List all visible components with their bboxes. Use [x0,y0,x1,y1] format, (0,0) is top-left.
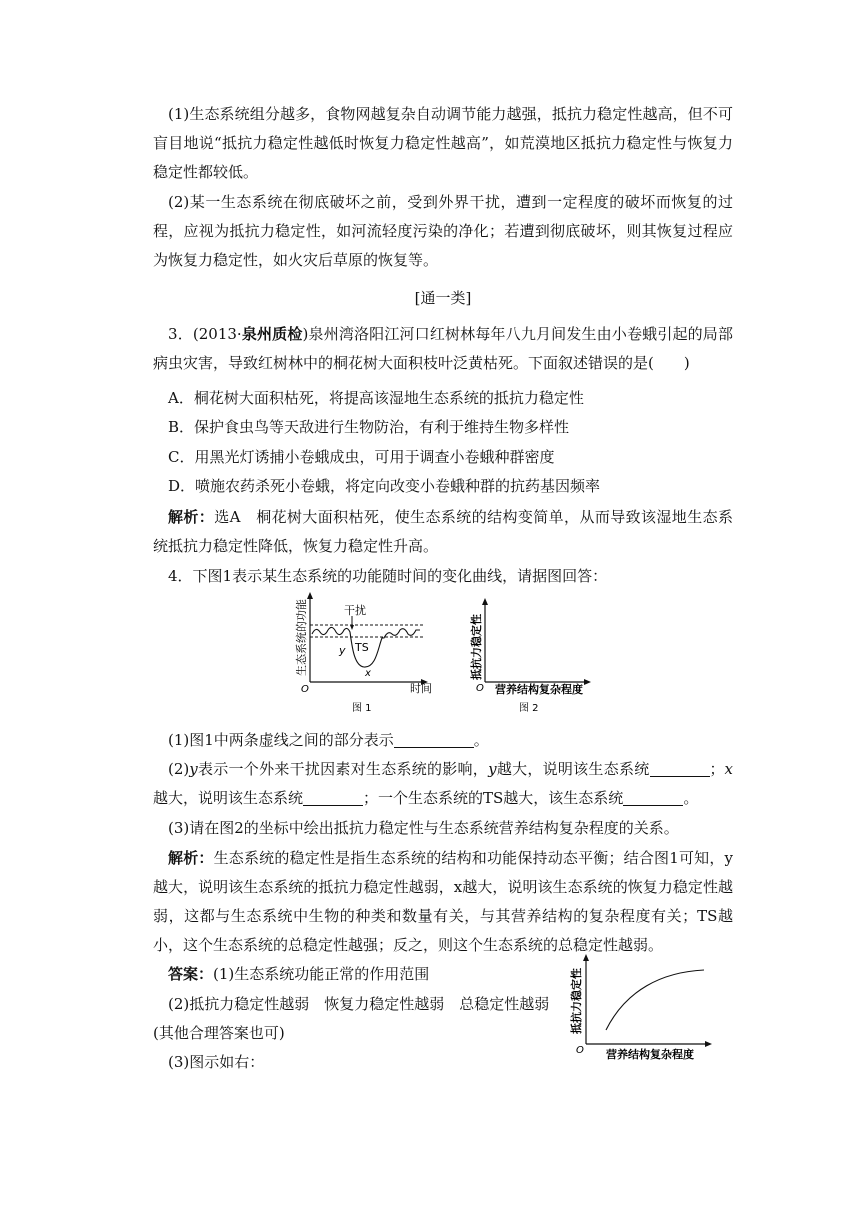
q4-sub2-e: 越大，说明该生态系统 [153,789,304,807]
q3-option-b: B．保护食虫鸟等天敌进行生物防治，有利于维持生物多样性 [168,418,570,436]
q4-analysis [153,844,733,960]
fig1-ts-label: TS [355,641,369,654]
tip-paragraph-1: (1)生态系统组分越多，食物网越复杂自动调节能力越强，抵抗力稳定性越高，但不可盲目地说“抵抗力稳定性越低时恢复力稳定性越高”，如荒漠地区抵抗力稳定性与恢复力稳定性都较低。 [153,105,733,181]
q4-sub2-blank-2[interactable] [303,789,363,806]
q4-answer-2b: (其他合理答案也可) [153,1024,285,1042]
q3-stem [153,320,733,378]
ans-y-arrow [583,954,589,961]
q4-answer-label: 答案： [168,965,214,983]
answer-figure [562,950,722,1068]
q4-sub1 [153,726,733,755]
q3-source-close: ) [302,325,309,343]
fig2-caption: 图 2 [519,703,539,714]
fig1-y-arrow [307,592,313,599]
q3-source-open: (2013· [192,325,242,343]
ans-xlabel: 营养结构复杂程度 [606,1048,694,1061]
q4-stem: 4．下图1表示某生态系统的功能随时间的变化曲线，请据图回答： [168,567,608,585]
q4-sub2-c: 越大，说明该生态系统 [496,760,650,778]
q4-sub2-d: ； [709,760,725,778]
q4-sub1-blank[interactable] [394,731,474,748]
q4-sub2-a: (2) [168,760,190,778]
fig2-origin: O [476,683,484,694]
q3-analysis-text: 选A 桐花树大面积枯死，使生态系统的结构变简单，从而导致该湿地生态系统抵抗力稳定性降低，恢复力稳定性升高。 [153,508,733,555]
q4-sub3: (3)请在图2的坐标中绘出抵抗力稳定性与生态系统营养结构复杂程度的关系。 [168,819,679,837]
q4-answer-3: (3)图示如右： [168,1053,265,1071]
fig1-origin: O [301,684,309,695]
figure-1 [292,590,442,715]
q4-sub1-text: (1)图1中两条虚线之间的部分表示 [168,731,394,749]
tip-paragraph-2: (2)某一生态系统在彻底破坏之前，受到外界干扰，遭到一定程度的破坏而恢复的过程，应视为抵抗力稳定性，如河流轻度污染的净化；若遭到彻底破坏，则其恢复过程应为恢复力稳定性，如火灾后草原的恢复等。 [153,193,733,269]
q4-sub2-b: 表示一个外来干扰因素对生态系统的影响， [197,760,489,778]
q4-analysis-label: 解析： [168,849,214,867]
q4-sub2-y: y [189,760,198,778]
q4-answer-1 [153,960,533,989]
q4-sub2-blank-3[interactable] [623,789,683,806]
q4-sub2-g: 。 [683,789,699,807]
ans-ylabel: 抵抗力稳定性 [570,968,583,1034]
q4-sub2-y2: y [488,760,497,778]
ans-x-arrow [705,1041,712,1047]
figure-2 [465,596,605,716]
fig1-x-label: x [365,668,371,679]
q4-analysis-text: 生态系统的稳定性是指生态系统的结构和功能保持动态平衡；结合图1可知，y越大，说明该生态系统的抵抗力稳定性越弱，x越大，说明该生态系统的恢复力稳定性越弱，这都与生态系统中生物的种类和数量有关，与其营养结构的复杂程度有关；TS越小，这个生态系统的总稳定性越强；反之，则这个生态系统的总稳定性越弱。 [153,849,733,954]
ans-origin: O [576,1045,584,1056]
fig1-ylabel: 生态系统的功能 [295,599,308,676]
fig1-disturb-arrowhead [350,625,354,630]
q4-sub1-end: 。 [473,731,489,749]
fig1-disturb-label: 干扰 [344,604,366,617]
fig2-y-arrow [482,598,488,605]
ans-curve [606,970,704,1030]
q3-option-c: C．用黑光灯诱捕小卷蛾成虫，可用于调查小卷蛾种群密度 [168,448,555,466]
fig1-y-label: y [339,644,346,657]
q4-answer-2: (2)抵抗力稳定性越弱 恢复力稳定性越弱 总稳定性越弱 [168,995,550,1013]
q4-answer1-text: (1)生态系统功能正常的作用范围 [213,965,430,983]
q4-sub2-blank-1[interactable] [650,760,710,777]
q3-analysis-label: 解析： [168,508,215,526]
q3-option-a: A．桐花树大面积枯死，将提高该湿地生态系统的抵抗力稳定性 [168,389,584,407]
q3-source-place: 泉州质检 [241,325,303,343]
q4-sub2-x: x [724,760,733,778]
fig1-xlabel: 时间 [410,682,432,695]
section-title: [通一类] [414,289,472,307]
q4-sub2 [153,755,733,813]
q3-analysis [153,503,733,561]
q3-option-d: D．喷施农药杀死小卷蛾，将定向改变小卷蛾种群的抗药基因频率 [168,477,601,495]
q3-number: 3． [168,325,193,343]
q4-sub2-f: ；一个生态系统的TS越大，该生态系统 [363,789,624,807]
fig2-x-arrow [584,679,591,685]
fig2-ylabel: 抵抗力稳定性 [470,614,483,680]
q3-stem-text: 泉州湾洛阳江河口红树林每年八九月间发生由小卷蛾引起的局部病虫灾害，导致红树林中的桐花树大面积枝叶泛黄枯死。下面叙述错误的是( ) [153,325,733,372]
fig1-caption: 图 1 [352,703,372,714]
fig2-xlabel: 营养结构复杂程度 [495,683,583,696]
